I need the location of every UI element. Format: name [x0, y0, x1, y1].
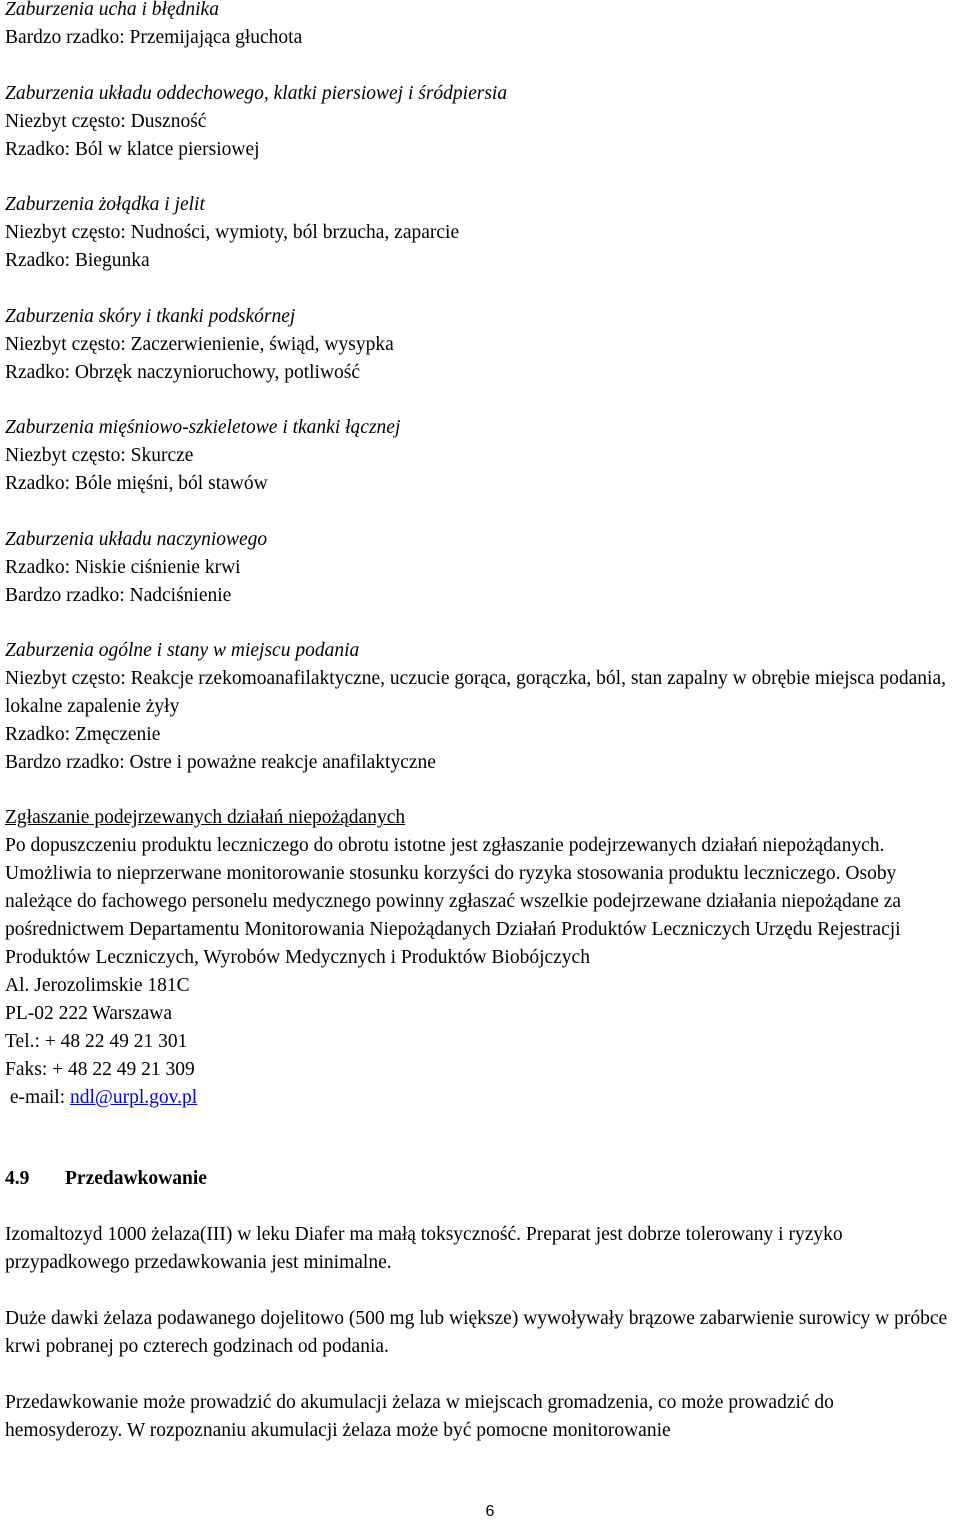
reporting-body: Po dopuszczeniu produktu leczniczego do obrotu istotne jest zgłaszanie podejrzewanych działań niepożądanych. Umożliwia to nieprzerwane monitorowanie stosunku korzyści do ryzyka stosowania produktu leczniczego. Osoby należące do fachowego personelu medycznego powinny zgłaszać wszelkie podejrzewane działania niepożądane za pośrednictwem Departamentu Monitorowania Niepożądanych Działań Produktów Leczniczych Urzędu Rejestracji Produktów Leczniczych, Wyrobów Medycznych i Produktów Biobójczych	[5, 835, 902, 968]
ae-heading: Zaburzenia żołądka i jelit	[5, 194, 205, 215]
ae-section-vascular	[5, 526, 955, 610]
paragraph: Przedawkowanie może prowadzić do akumulacji żelaza w miejscach gromadzenia, co może prowadzić do hemosyderozy. W rozpoznaniu akumulacji żelaza może być pomocne monitorowanie	[5, 1392, 834, 1441]
overdose-paragraph-1	[5, 1221, 955, 1277]
email-label: e-mail:	[5, 1087, 70, 1108]
ae-heading: Zaburzenia mięśniowo-szkieletowe i tkanki łącznej	[5, 417, 401, 438]
overdose-paragraph-2	[5, 1305, 955, 1361]
address-city: PL-02 222 Warszawa	[5, 1003, 173, 1024]
ae-line: Niezbyt często: Duszność	[5, 111, 207, 132]
ae-line: Bardzo rzadko: Nadciśnienie	[5, 585, 232, 606]
address-street: Al. Jerozolimskie 181C	[5, 975, 190, 996]
ae-heading: Zaburzenia ogólne i stany w miejscu podania	[5, 640, 360, 661]
paragraph: Duże dawki żelaza podawanego dojelitowo (500 mg lub większe) wywoływały brązowe zabarwienie surowicy w próbce krwi pobranej po czterech godzinach od podania.	[5, 1308, 948, 1357]
fax-number: Faks: + 48 22 49 21 309	[5, 1059, 195, 1080]
reporting-section	[5, 804, 955, 1112]
paragraph: Izomaltozyd 1000 żelaza(III) w leku Diafer ma małą toksyczność. Preparat jest dobrze tolerowany i ryzyko przypadkowego przedawkowania jest minimalne.	[5, 1224, 843, 1273]
ae-line: Niezbyt często: Skurcze	[5, 445, 194, 466]
ae-line: Rzadko: Ból w klatce piersiowej	[5, 139, 260, 160]
ae-line: Rzadko: Obrzęk naczynioruchowy, potliwość	[5, 362, 361, 383]
phone-number: Tel.: + 48 22 49 21 301	[5, 1031, 188, 1052]
ae-line: Rzadko: Biegunka	[5, 250, 150, 271]
ae-section-general	[5, 637, 955, 777]
ae-line: Bardzo rzadko: Przemijająca głuchota	[5, 27, 303, 48]
ae-section-skin	[5, 303, 955, 387]
section-title: Przedawkowanie	[65, 1168, 207, 1189]
overdose-paragraph-3	[5, 1389, 955, 1445]
ae-line: Rzadko: Zmęczenie	[5, 724, 161, 745]
ae-heading: Zaburzenia układu oddechowego, klatki piersiowej i śródpiersia	[5, 83, 508, 104]
ae-section-ear	[5, 0, 955, 52]
ae-line: Rzadko: Bóle mięśni, ból stawów	[5, 473, 268, 494]
ae-line: Niezbyt często: Nudności, wymioty, ból brzucha, zaparcie	[5, 222, 460, 243]
ae-line: Niezbyt często: Zaczerwienienie, świąd, wysypka	[5, 334, 394, 355]
reporting-heading: Zgłaszanie podejrzewanych działań niepożądanych	[5, 807, 406, 828]
ae-line: Bardzo rzadko: Ostre i poważne reakcje anafilaktyczne	[5, 752, 436, 773]
ae-heading: Zaburzenia ucha i błędnika	[5, 0, 219, 20]
ae-section-musculoskeletal	[5, 414, 955, 498]
page-number: 6	[485, 1503, 495, 1520]
ae-section-respiratory	[5, 80, 955, 164]
email-line	[5, 1084, 955, 1112]
ae-section-gastro	[5, 191, 955, 275]
ae-line: Niezbyt często: Reakcje rzekomoanafilaktyczne, uczucie gorąca, gorączka, ból, stan zapalny w obrębie miejsca podania, lokalne zapalenie żyły	[5, 668, 946, 717]
section-number: 4.9	[5, 1168, 30, 1189]
ae-line: Rzadko: Niskie ciśnienie krwi	[5, 557, 241, 578]
ae-heading: Zaburzenia skóry i tkanki podskórnej	[5, 306, 296, 327]
email-link[interactable]: ndl@urpl.gov.pl	[69, 1087, 198, 1108]
ae-heading: Zaburzenia układu naczyniowego	[5, 529, 268, 550]
section-heading-4-9	[5, 1165, 955, 1193]
